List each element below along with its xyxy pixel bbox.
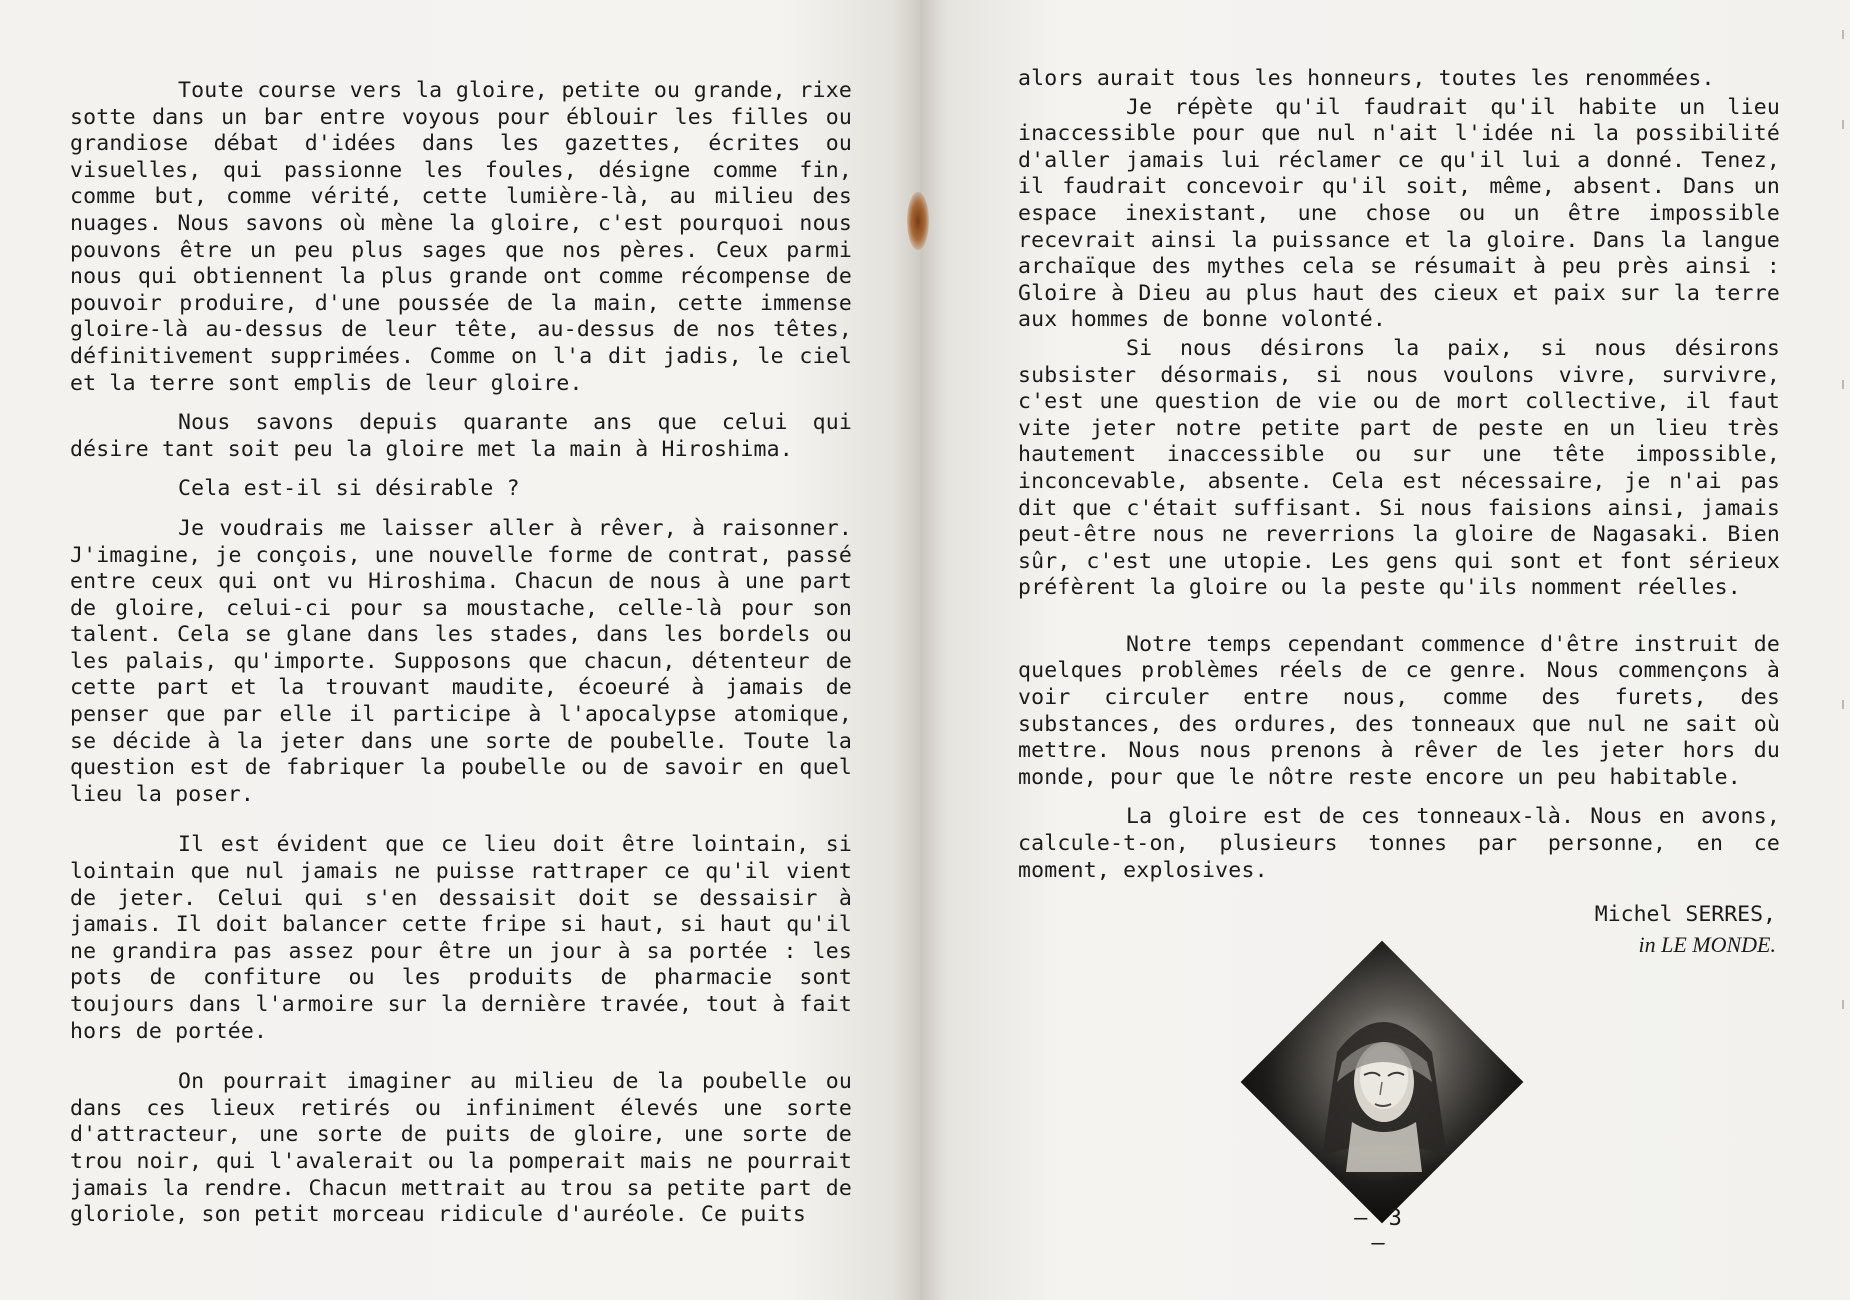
left-paragraph-3: Cela est-il si désirable ? xyxy=(178,476,520,502)
portrait-image xyxy=(1241,941,1524,1224)
left-paragraph-5: Il est évident que ce lieu doit être lointain, si lointain que nul jamais ne puisse rattraper ce qu'il vient de jeter. Celui qui s'en dessaisit doit se dessaisir à jamais. Il doit balancer cette fripe si haut, si haut qu'il ne grandira pas assez pour être un jour à sa portée : les pots de confiture ou les produits de pharmacie sont toujours dans l'armoire sur la dernière travée, tout à fait hors de portée. xyxy=(70,832,852,1044)
madonna-portrait-icon xyxy=(1238,938,1526,1226)
portrait-drawing xyxy=(1241,941,1524,1224)
right-paragraph-2: Je répète qu'il faudrait qu'il habite un lieu inaccessible pour que nul n'ait l'idée ni la possibilité d'aller jamais lui réclamer ce qu'il lui a donné. Tenez, il faudrait concevoir qu'il soit, même, absent. Dans un espace inexistant, une chose ou un être impossible recevrait ainsi la puissance et la gloire. Dans la langue archaïque des mythes cela se résumait à peu près ainsi : Gloire à Dieu au plus haut des cieux et paix sur la terre aux hommes de bonne volonté. xyxy=(1018,94,1780,333)
right-paragraph-5: La gloire est de ces tonneaux-là. Nous en avons, calcule-t-on, plusieurs tonnes par personne, en ce moment, explosives. xyxy=(1018,804,1780,883)
page-number: – 3 – xyxy=(1354,1206,1406,1256)
edge-mark xyxy=(1842,700,1844,709)
left-paragraph-1: Toute course vers la gloire, petite ou grande, rixe sotte dans un bar entre voyous pour éblouir les filles ou grandiose débat d'idées dans les gazettes, écrites ou visuelles, qui passionne les foules, désigne comme fin, comme but, comme vérité, cette lumière-là, au milieu des nuages. Nous savons où mène la gloire, c'est pourquoi nous pouvons être un peu plus sages que nos pères. Ceux parmi nous qui obtiennent la plus grande ont comme récompense de pouvoir produire, d'une poussée de la main, cette immense gloire-là au-dessus de leur tête, au-dessus de nos têtes, définitivement supprimées. Comme on l'a dit jadis, le ciel et la terre sont emplis de leur gloire. xyxy=(70,78,852,396)
signature-source: in LE MONDE. xyxy=(1638,932,1776,958)
edge-mark xyxy=(1842,380,1844,389)
rust-stain xyxy=(907,192,929,250)
left-page xyxy=(0,0,920,1300)
left-paragraph-6: On pourrait imaginer au milieu de la poubelle ou dans ces lieux retirés ou infiniment élevés une sorte d'attracteur, une sorte de puits de gloire, une sorte de trou noir, qui l'avalerait ou la pomperait mais ne pourrait jamais la rendre. Chacun mettrait au trou sa petite part de gloriole, son petit morceau ridicule d'auréole. Ce puits xyxy=(70,1069,852,1228)
edge-mark xyxy=(1842,30,1844,39)
right-paragraph-4: Notre temps cependant commence d'être instruit de quelques problèmes réels de ce genre. Nous commençons à voir circuler entre nous, comme des furets, des substances, des ordures, des tonneaux que nul ne sait où mettre. Nous nous prenons à rêver de les jeter hors du monde, pour que le nôtre reste encore un peu habitable. xyxy=(1018,631,1780,790)
left-paragraph-4: Je voudrais me laisser aller à rêver, à raisonner. J'imagine, je conçois, une nouvelle forme de contrat, passé entre ceux qui ont vu Hiroshima. Chacun de nous à une part de gloire, celui-ci pour sa moustache, celle-là pour son talent. Cela se glane dans les stades, dans les bordels ou les palais, qu'importe. Supposons que chacun, détenteur de cette part et la trouvant maudite, écoeuré à jamais de penser que par elle il participe à l'apocalypse atomique, se décide à la jeter dans une sorte de poubelle. Toute la question est de fabriquer la poubelle ou de savoir en quel lieu la poser. xyxy=(70,515,852,807)
signature-author: Michel SERRES, xyxy=(1594,902,1776,928)
edge-mark xyxy=(1842,120,1844,129)
right-paragraph-3: Si nous désirons la paix, si nous désirons subsister désormais, si nous voulons vivre, survivre, c'est une question de vie ou de mort collective, il faut vite jeter notre petite part de peste en un lieu très hautement inaccessible ou sur une tête impossible, inconcevable, absente. Cela est nécessaire, je n'ai pas dit que c'était suffisant. Si nous faisions ainsi, jamais peut-être nous ne reverrions la gloire de Nagasaki. Bien sûr, c'est une utopie. Les gens qui sont et font sérieux préfèrent la gloire ou la peste qu'ils nomment réelles. xyxy=(1018,335,1780,601)
edge-mark xyxy=(1842,1000,1844,1009)
left-paragraph-2: Nous savons depuis quarante ans que celui qui désire tant soit peu la gloire met la main à Hiroshima. xyxy=(70,410,852,462)
right-paragraph-1: alors aurait tous les honneurs, toutes les renommées. xyxy=(1018,66,1715,91)
